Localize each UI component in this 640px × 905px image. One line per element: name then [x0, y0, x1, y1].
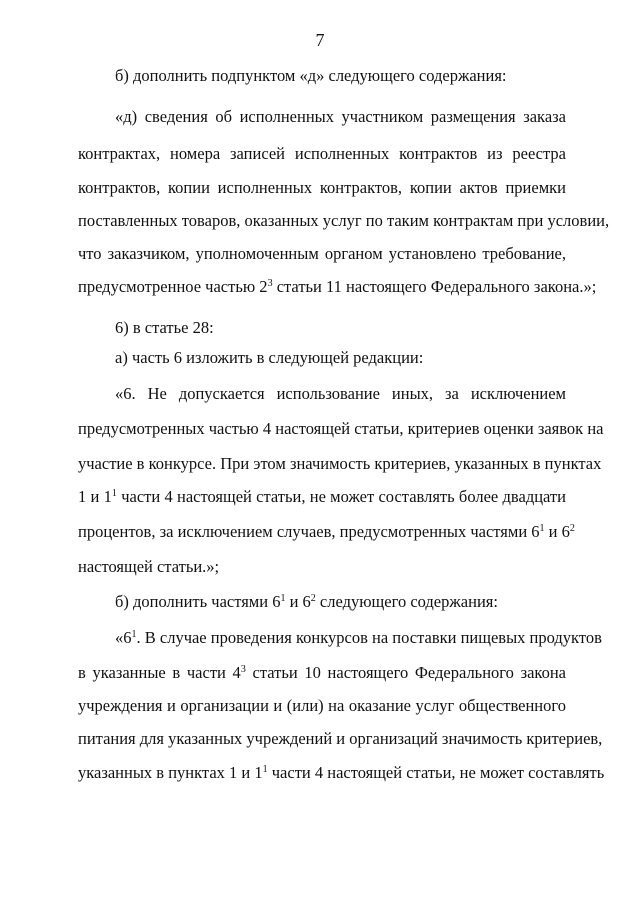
superscript: 2 — [310, 593, 316, 604]
superscript: 1 — [280, 593, 286, 604]
text-segment: а) часть 6 изложить в следующей редакции: — [115, 348, 424, 367]
text-line-sub-d-3 — [78, 178, 566, 198]
text-segment: следующего содержания: — [315, 592, 498, 611]
superscript: 3 — [267, 278, 273, 289]
text-line-part-6-1 — [115, 384, 566, 404]
text-segment: настоящей статьи.»; — [78, 557, 220, 576]
superscript: 2 — [569, 523, 575, 534]
text-segment: части 4 настоящей статьи, не может составлять — [267, 763, 605, 782]
text-line-sub-d-6 — [78, 277, 597, 297]
superscript: 1 — [131, 629, 137, 640]
page-number: 7 — [315, 30, 325, 50]
text-segment: питания для указанных учреждений и организаций значимость критериев, — [78, 729, 603, 748]
superscript: 1 — [262, 764, 268, 775]
text-line-part-6-1-a — [115, 628, 602, 648]
text-line-part-6-2 — [78, 419, 604, 439]
text-line-sub-d-4 — [78, 211, 610, 231]
superscript: 1 — [111, 488, 117, 499]
text-segment: статьи 10 настоящего Федерального закона — [245, 663, 567, 682]
text-line-sub-d-intro — [115, 66, 566, 86]
text-segment: . В случае проведения конкурсов на поставки пищевых продуктов — [136, 628, 602, 647]
text-segment: участие в конкурсе. При этом значимость критериев, указанных в пунктах — [78, 454, 602, 473]
text-line-part-6-intro — [115, 348, 566, 368]
text-segment: «д) сведения об исполненных участником размещения заказа — [115, 107, 566, 126]
text-segment: 1 и 1 — [78, 487, 112, 506]
text-line-part-6-1-b — [78, 663, 566, 683]
text-line-part-6-6 — [78, 557, 566, 577]
text-line-sub-d-5 — [78, 244, 566, 264]
text-segment: поставленных товаров, оказанных услуг по таким контрактам при условии, — [78, 211, 610, 230]
text-segment: предусмотренное частью 2 — [78, 277, 268, 296]
text-segment: б) дополнить подпунктом «д» следующего содержания: — [115, 66, 507, 85]
text-line-part-6-5 — [78, 522, 575, 542]
text-segment: контрактов, копии исполненных контрактов, копии актов приемки — [78, 178, 566, 197]
text-segment: 6) в статье 28: — [115, 318, 214, 337]
text-segment: «6 — [115, 628, 132, 647]
text-line-sub-d-1 — [115, 107, 566, 127]
text-segment: и 6 — [285, 592, 311, 611]
text-segment: и 6 — [544, 522, 570, 541]
text-segment: указанных в пунктах 1 и 1 — [78, 763, 263, 782]
text-line-part-6-1-c — [78, 696, 566, 716]
superscript: 3 — [240, 664, 246, 675]
text-segment: контрактах, номера записей исполненных контрактов из реестра — [78, 144, 566, 163]
text-segment: процентов, за исключением случаев, предусмотренных частями 6 — [78, 522, 540, 541]
text-segment: статьи 11 настоящего Федерального закона.»; — [272, 277, 597, 296]
text-segment: части 4 настоящей статьи, не может составлять более двадцати — [116, 487, 566, 506]
text-line-part-6-1-d — [78, 729, 603, 749]
text-line-part-6-4 — [78, 487, 566, 507]
text-line-sub-d-2 — [78, 144, 566, 164]
text-segment: б) дополнить частями 6 — [115, 592, 281, 611]
text-segment: предусмотренных частью 4 настоящей статьи, критериев оценки заявок на — [78, 419, 604, 438]
text-line-part-6-3 — [78, 454, 602, 474]
text-segment: «6. Не допускается использование иных, за исключением — [115, 384, 566, 403]
text-line-article-28 — [115, 318, 566, 338]
text-line-part-6-1-e — [78, 763, 605, 783]
text-segment: в указанные в части 4 — [78, 663, 241, 682]
text-segment: учреждения и организации и (или) на оказание услуг общественного — [78, 696, 566, 715]
text-segment: что заказчиком, уполномоченным органом установлено требование, — [78, 244, 566, 263]
text-line-parts-add-intro — [115, 592, 566, 612]
superscript: 1 — [539, 523, 545, 534]
